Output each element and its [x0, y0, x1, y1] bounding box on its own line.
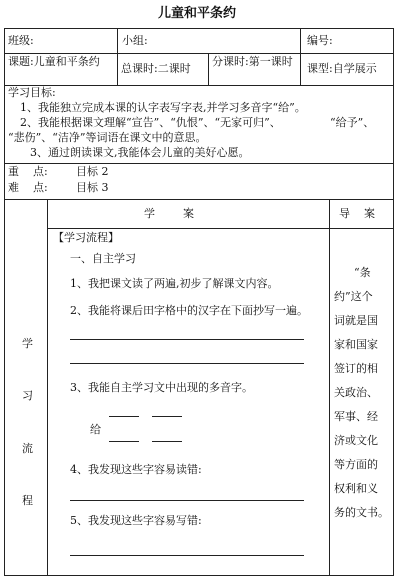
col-divider: [300, 28, 301, 53]
key-point-label: 重 点:: [8, 165, 48, 178]
copy-line[interactable]: [70, 363, 304, 364]
guide-plan-header: 导 案: [339, 207, 375, 220]
row-divider: [4, 85, 394, 86]
side-char: 程: [22, 494, 33, 507]
guide-line: 济或文化: [334, 434, 378, 447]
guide-line: 权利和义: [334, 482, 378, 495]
miswrite-line[interactable]: [70, 555, 304, 556]
topic-label: 课题:儿童和平条约: [8, 55, 100, 68]
step-4: 4、我发现这些字容易读错:: [70, 463, 202, 476]
guide-line: 家和国家: [334, 338, 378, 351]
step-2: 2、我能将课后田字格中的汉字在下面抄写一遍。: [70, 304, 308, 317]
row-divider: [4, 199, 394, 200]
self-study-heading: 一、自主学习: [70, 252, 136, 265]
study-plan-header: 学 案: [144, 207, 194, 220]
row-divider: [4, 53, 394, 54]
col-divider: [117, 28, 118, 53]
class-label: 班级:: [8, 34, 34, 47]
row-divider: [4, 163, 394, 164]
guide-line: “条: [354, 266, 371, 279]
key-point-value: 目标 2: [76, 165, 109, 178]
sub-hour: 分课时:第一课时: [212, 55, 293, 68]
guide-line: 关政治、: [334, 386, 378, 399]
col-divider: [47, 199, 48, 576]
objective-2: 2、我能根据课文理解“宣告”、“仇恨”、“无家可归”、: [20, 116, 281, 129]
polyphone-blank[interactable]: [152, 441, 182, 442]
guide-line: 务的文书。: [334, 506, 389, 519]
polyphone-blank[interactable]: [109, 441, 139, 442]
polyphone-char: 给: [90, 423, 101, 436]
guide-line: 签订的相: [334, 362, 378, 375]
guide-line: 词就是国: [334, 314, 378, 327]
misread-line[interactable]: [70, 500, 304, 501]
difficult-point-value: 目标 3: [76, 181, 109, 194]
objective-1: 1、我能独立完成本课的认字表写字表,并学习多音字“给”。: [20, 101, 306, 114]
lesson-type: 课型:自学展示: [307, 62, 377, 75]
side-char: 学: [22, 337, 33, 350]
side-char: 流: [22, 442, 33, 455]
col-divider: [329, 199, 330, 576]
copy-line[interactable]: [70, 339, 304, 340]
step-3: 3、我能自主学习文中出现的多音字。: [70, 381, 253, 394]
number-label: 编号:: [307, 34, 333, 47]
polyphone-blank[interactable]: [152, 416, 182, 417]
page-title: 儿童和平条约: [158, 6, 237, 21]
row-divider: [47, 228, 394, 229]
difficult-point-label: 难 点:: [8, 181, 48, 194]
guide-line: 等方面的: [334, 458, 378, 471]
total-hours: 总课时:二课时: [121, 62, 191, 75]
guide-line: 军事、经: [334, 410, 378, 423]
group-label: 小组:: [122, 34, 148, 47]
col-divider: [300, 53, 301, 85]
col-divider: [208, 53, 209, 85]
col-divider: [117, 53, 118, 85]
objective-2-tail: “给予”、: [330, 116, 375, 129]
objectives-heading: 学习目标:: [8, 86, 56, 99]
flow-heading: 【学习流程】: [53, 231, 119, 244]
step-1: 1、我把课文读了两遍,初步了解课文内容。: [70, 277, 279, 290]
guide-line: 约”这个: [334, 290, 373, 303]
step-5: 5、我发现这些字容易写错:: [70, 514, 202, 527]
objective-3: 3、通过朗读课文,我能体会儿童的美好心愿。: [30, 146, 250, 159]
objective-2-cont: “悲伤”、“洁净”等词语在课文中的意思。: [8, 131, 207, 144]
side-char: 习: [22, 389, 33, 402]
polyphone-blank[interactable]: [109, 416, 139, 417]
